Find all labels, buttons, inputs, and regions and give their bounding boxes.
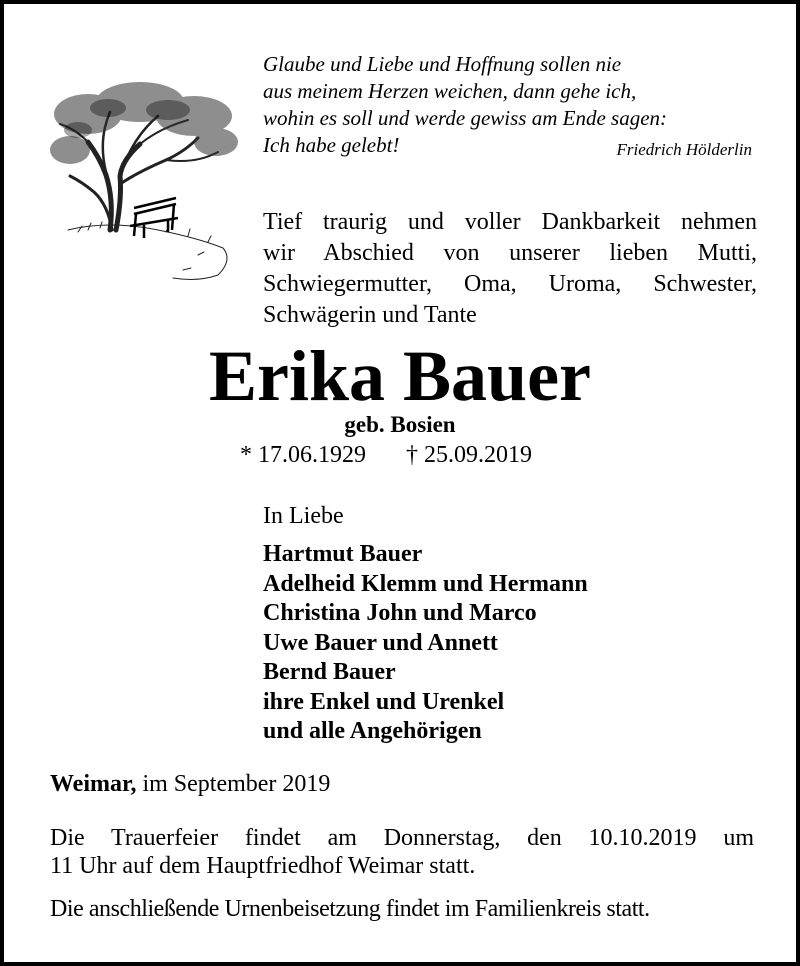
quote-line-2: aus meinem Herzen weichen, dann gehe ich,	[263, 79, 637, 103]
life-dates	[240, 442, 532, 469]
intro-line-3: Schwiegermutter, Oma, Uroma, Schwester,	[263, 271, 757, 297]
service-info	[50, 824, 754, 880]
mourner-name: Hartmut Bauer	[263, 541, 423, 567]
mourners-intro: In Liebe	[263, 503, 344, 529]
mourners-list	[263, 540, 588, 747]
mourner-name: ihre Enkel und Urenkel	[263, 688, 505, 715]
quote-author: Friedrich Hölderlin	[616, 140, 752, 159]
intro-line-1: Tief traurig und voller Dankbarkeit nehmen	[263, 209, 757, 235]
birth-date: * 17.06.1929	[240, 442, 366, 468]
service-line-2: 11 Uhr auf dem Hauptfriedhof Weimar statt.	[50, 853, 476, 879]
mourner-name: Uwe Bauer und Annett	[263, 629, 498, 656]
place: Weimar,	[50, 771, 137, 797]
mourner-name: Bernd Bauer	[263, 659, 396, 685]
intro-text	[263, 207, 757, 331]
urn-burial-info: Die anschließende Urnenbeisetzung findet im Familienkreis statt.	[50, 896, 650, 922]
tree-bench-illustration	[48, 80, 240, 286]
mourner-name: Christina John und Marco	[263, 600, 537, 626]
quote-line-4: Ich habe gelebt!	[263, 133, 400, 157]
intro-line-4: Schwägerin und Tante	[263, 302, 477, 328]
maiden-name: geb. Bosien	[344, 412, 456, 437]
intro-line-2: wir Abschied von unserer lieben Mutti,	[263, 240, 757, 266]
deceased-name: Erika Bauer	[208, 336, 591, 416]
service-line-1: Die Trauerfeier findet am Donnerstag, den 10.10.2019 um	[50, 825, 754, 851]
quote-line-3: wohin es soll und werde gewiss am Ende sagen:	[263, 106, 668, 130]
mourner-name: und alle Angehörigen	[263, 718, 482, 744]
date: im September 2019	[142, 771, 331, 797]
quote-line-1: Glaube und Liebe und Hoffnung sollen nie	[263, 52, 622, 76]
place-date	[50, 771, 330, 798]
mourner-name: Adelheid Klemm und Hermann	[263, 570, 588, 597]
death-date: † 25.09.2019	[406, 442, 532, 468]
